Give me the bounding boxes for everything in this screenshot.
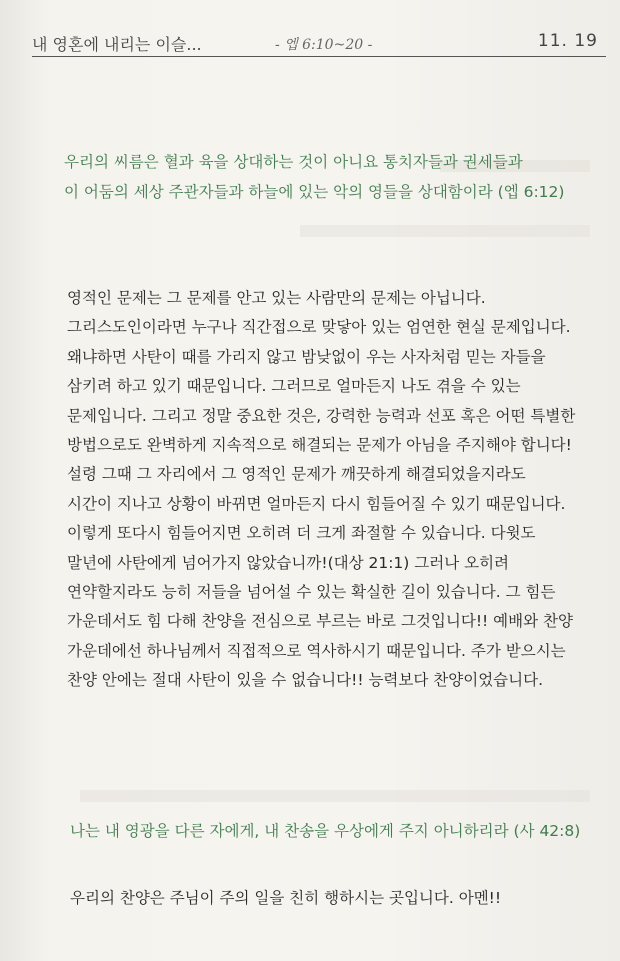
scripture-reference: - 엡 6:10~20 - xyxy=(275,37,373,53)
body-line: 왜냐하면 사탄이 때를 가리지 않고 밤낮없이 우는 사자처럼 믿는 자들을 xyxy=(67,347,546,366)
page-date: 11. 19 xyxy=(537,31,598,51)
bleed-through xyxy=(300,225,590,237)
body-line: 시간이 지나고 상황이 바뀌면 얼마든지 다시 힘들어질 수 있기 때문입니다. xyxy=(67,494,566,513)
key-verse-line: 우리의 씨름은 혈과 육을 상대하는 것이 아니요 통치자들과 권세들과 xyxy=(64,153,523,171)
devotional-body xyxy=(67,284,602,696)
body-line: 연약할지라도 능히 저들을 넘어설 수 있는 확실한 길이 있습니다. 그 힘든 xyxy=(67,583,556,602)
body-line: 말년에 사탄에게 넘어가지 않았습니까!(대상 21:1) 그러나 오히려 xyxy=(67,553,510,572)
body-line: 문제입니다. 그리고 정말 중요한 것은, 강력한 능력과 선포 혹은 어떤 특별한 xyxy=(67,406,576,425)
body-line: 가운데에선 하나님께서 직접적으로 역사하시기 때문입니다. 주가 받으시는 xyxy=(67,641,566,660)
closing-sentence: 우리의 찬양은 주님이 주의 일을 친히 행하시는 곳입니다. 아멘!! xyxy=(70,889,502,907)
running-title: 내 영혼에 내리는 이슬... xyxy=(32,35,202,54)
body-line: 그리스도인이라면 누구나 직간접으로 맞닿아 있는 엄연한 현실 문제입니다. xyxy=(67,318,571,337)
body-line: 설령 그때 그 자리에서 그 영적인 문제가 깨끗하게 해결되었을지라도 xyxy=(67,465,526,484)
bleed-through xyxy=(80,790,590,802)
running-header xyxy=(32,30,602,56)
body-line: 찬양 안에는 절대 사탄이 있을 수 없습니다!! 능력보다 찬양이었습니다. xyxy=(67,671,544,690)
key-verse xyxy=(64,147,604,207)
second-verse-line: 나는 내 영광을 다른 자에게, 내 찬송을 우상에게 주지 아니하리라 (사 42:8) xyxy=(70,822,581,840)
body-line: 가운데서도 힘 다해 찬양을 전심으로 부르는 바로 그것입니다!! 예배와 찬양 xyxy=(67,612,573,631)
body-line: 삼키려 하고 있기 때문입니다. 그러므로 얼마든지 나도 겪을 수 있는 xyxy=(67,377,521,396)
key-verse-line: 이 어둠의 세상 주관자들과 하늘에 있는 악의 영들을 상대함이라 (엡 6:12) xyxy=(64,183,565,201)
body-line: 방법으로도 완벽하게 지속적으로 해결되는 문제가 아님을 주지해야 합니다! xyxy=(67,436,572,455)
header-divider xyxy=(32,56,606,57)
body-line: 이렇게 또다시 힘들어지면 오히려 더 크게 좌절할 수 있습니다. 다윗도 xyxy=(67,524,536,543)
body-line: 영적인 문제는 그 문제를 안고 있는 사람만의 문제는 아닙니다. xyxy=(67,289,486,307)
second-verse xyxy=(70,816,610,846)
